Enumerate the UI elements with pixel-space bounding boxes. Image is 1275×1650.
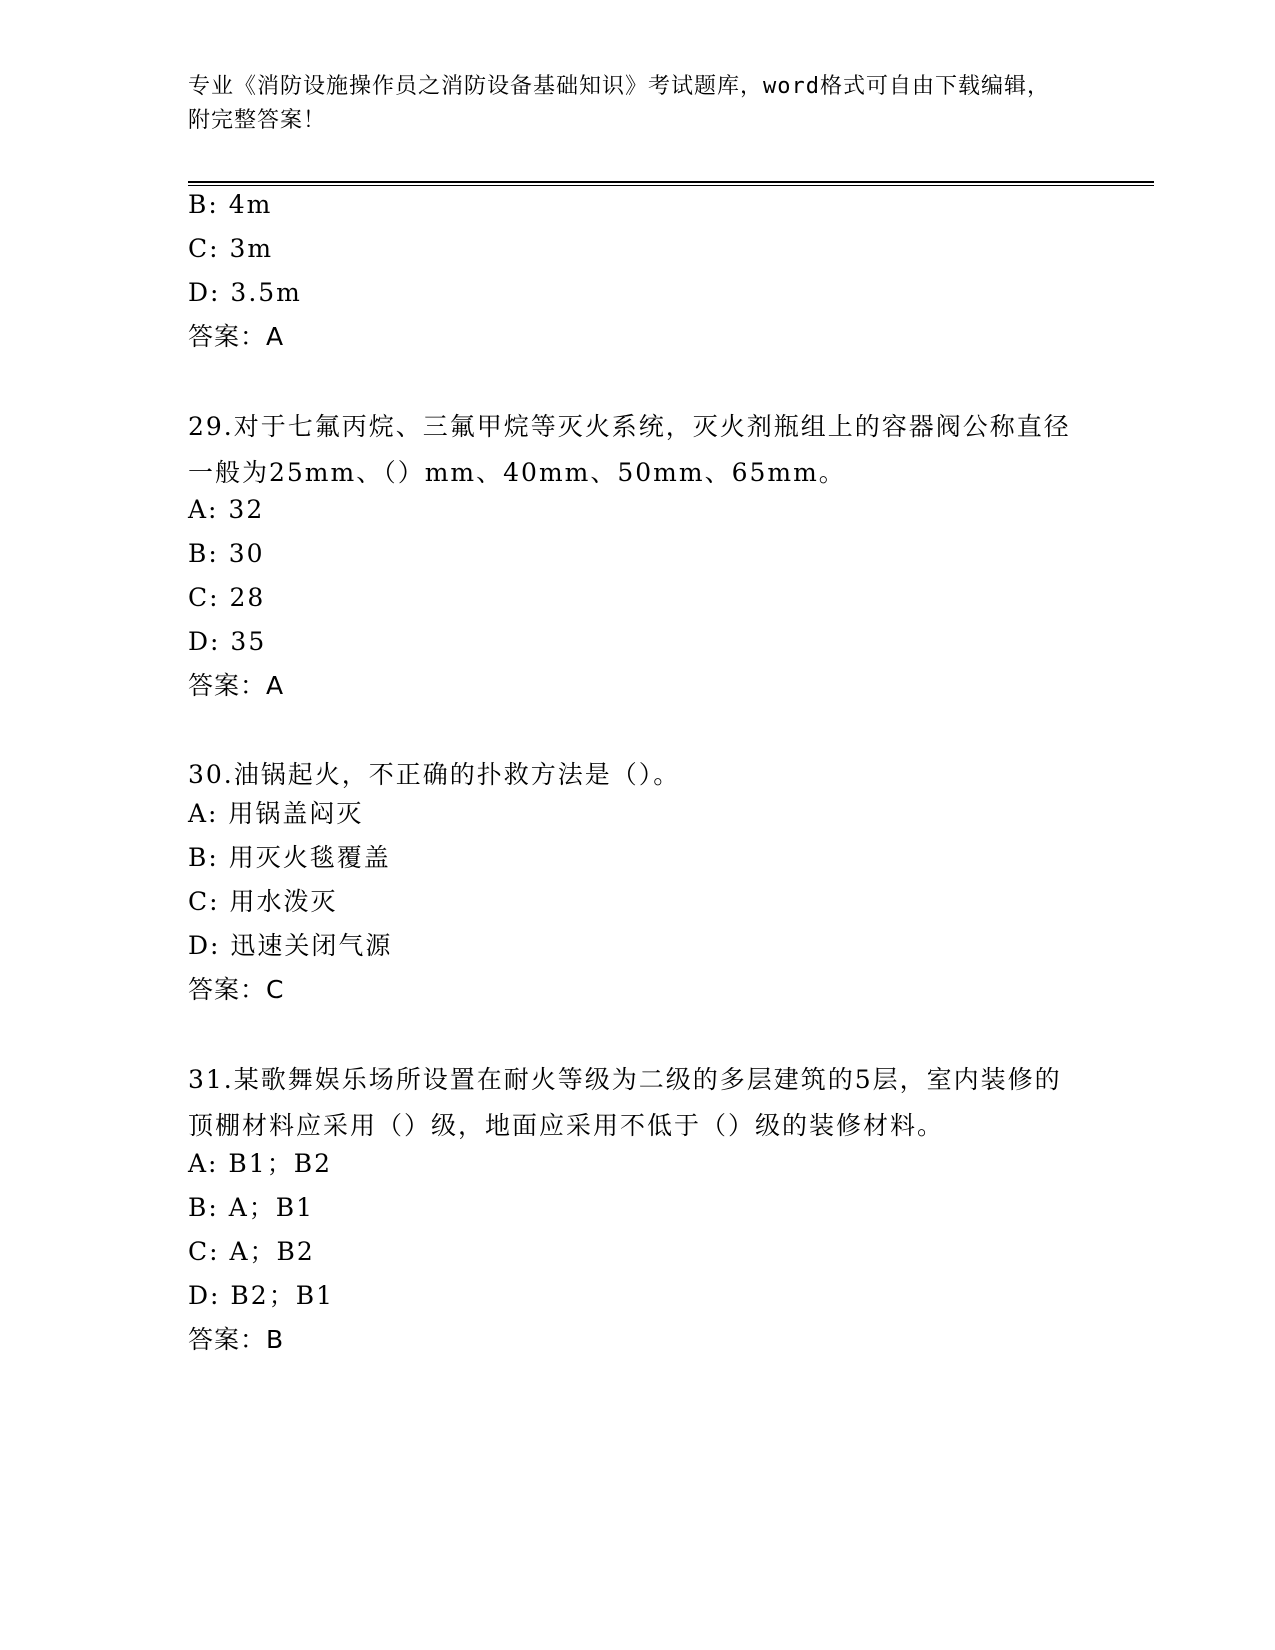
option-b: B: 用灭火毯覆盖 (188, 843, 391, 872)
header-rule-thin (188, 185, 1154, 186)
header-rule-thick (188, 181, 1154, 183)
answer: 答案：C (188, 975, 285, 1004)
option-b: B: 4m (188, 190, 273, 219)
option-c: C: A；B2 (188, 1237, 315, 1266)
answer: 答案：A (188, 671, 285, 700)
option-d: D: 35 (188, 627, 267, 656)
option-a: A: 用锅盖闷灭 (188, 799, 364, 828)
option-d: D: 迅速关闭气源 (188, 931, 393, 960)
option-a: A: 32 (188, 495, 265, 524)
answer: 答案：A (188, 322, 285, 351)
option-c: C: 用水泼灭 (188, 887, 338, 916)
option-b: B: 30 (188, 539, 265, 568)
option-c: C: 28 (188, 583, 266, 612)
option-a: A: B1；B2 (188, 1149, 332, 1178)
option-d: D: 3.5m (188, 278, 302, 307)
question-stem-30: 30.油锅起火，不正确的扑救方法是（）。 (188, 760, 681, 789)
option-b: B: A；B1 (188, 1193, 315, 1222)
answer: 答案：B (188, 1325, 285, 1354)
question-stem-29: 29.对于七氟丙烷、三氟甲烷等灭火系统，灭火剂瓶组上的容器阀公称直径一般为25mm、（）mm、40mm、50mm、65mm。 (188, 412, 1071, 487)
option-d: D: B2；B1 (188, 1281, 334, 1310)
question-stem-31: 31.某歌舞娱乐场所设置在耐火等级为二级的多层建筑的5层，室内装修的顶棚材料应采用（）级，地面应采用不低于（）级的装修材料。 (188, 1065, 1062, 1140)
document-header: 专业《消防设施操作员之消防设备基础知识》考试题库，word格式可自由下载编辑，附完整答案！ (188, 74, 1050, 133)
option-c: C: 3m (188, 234, 274, 263)
